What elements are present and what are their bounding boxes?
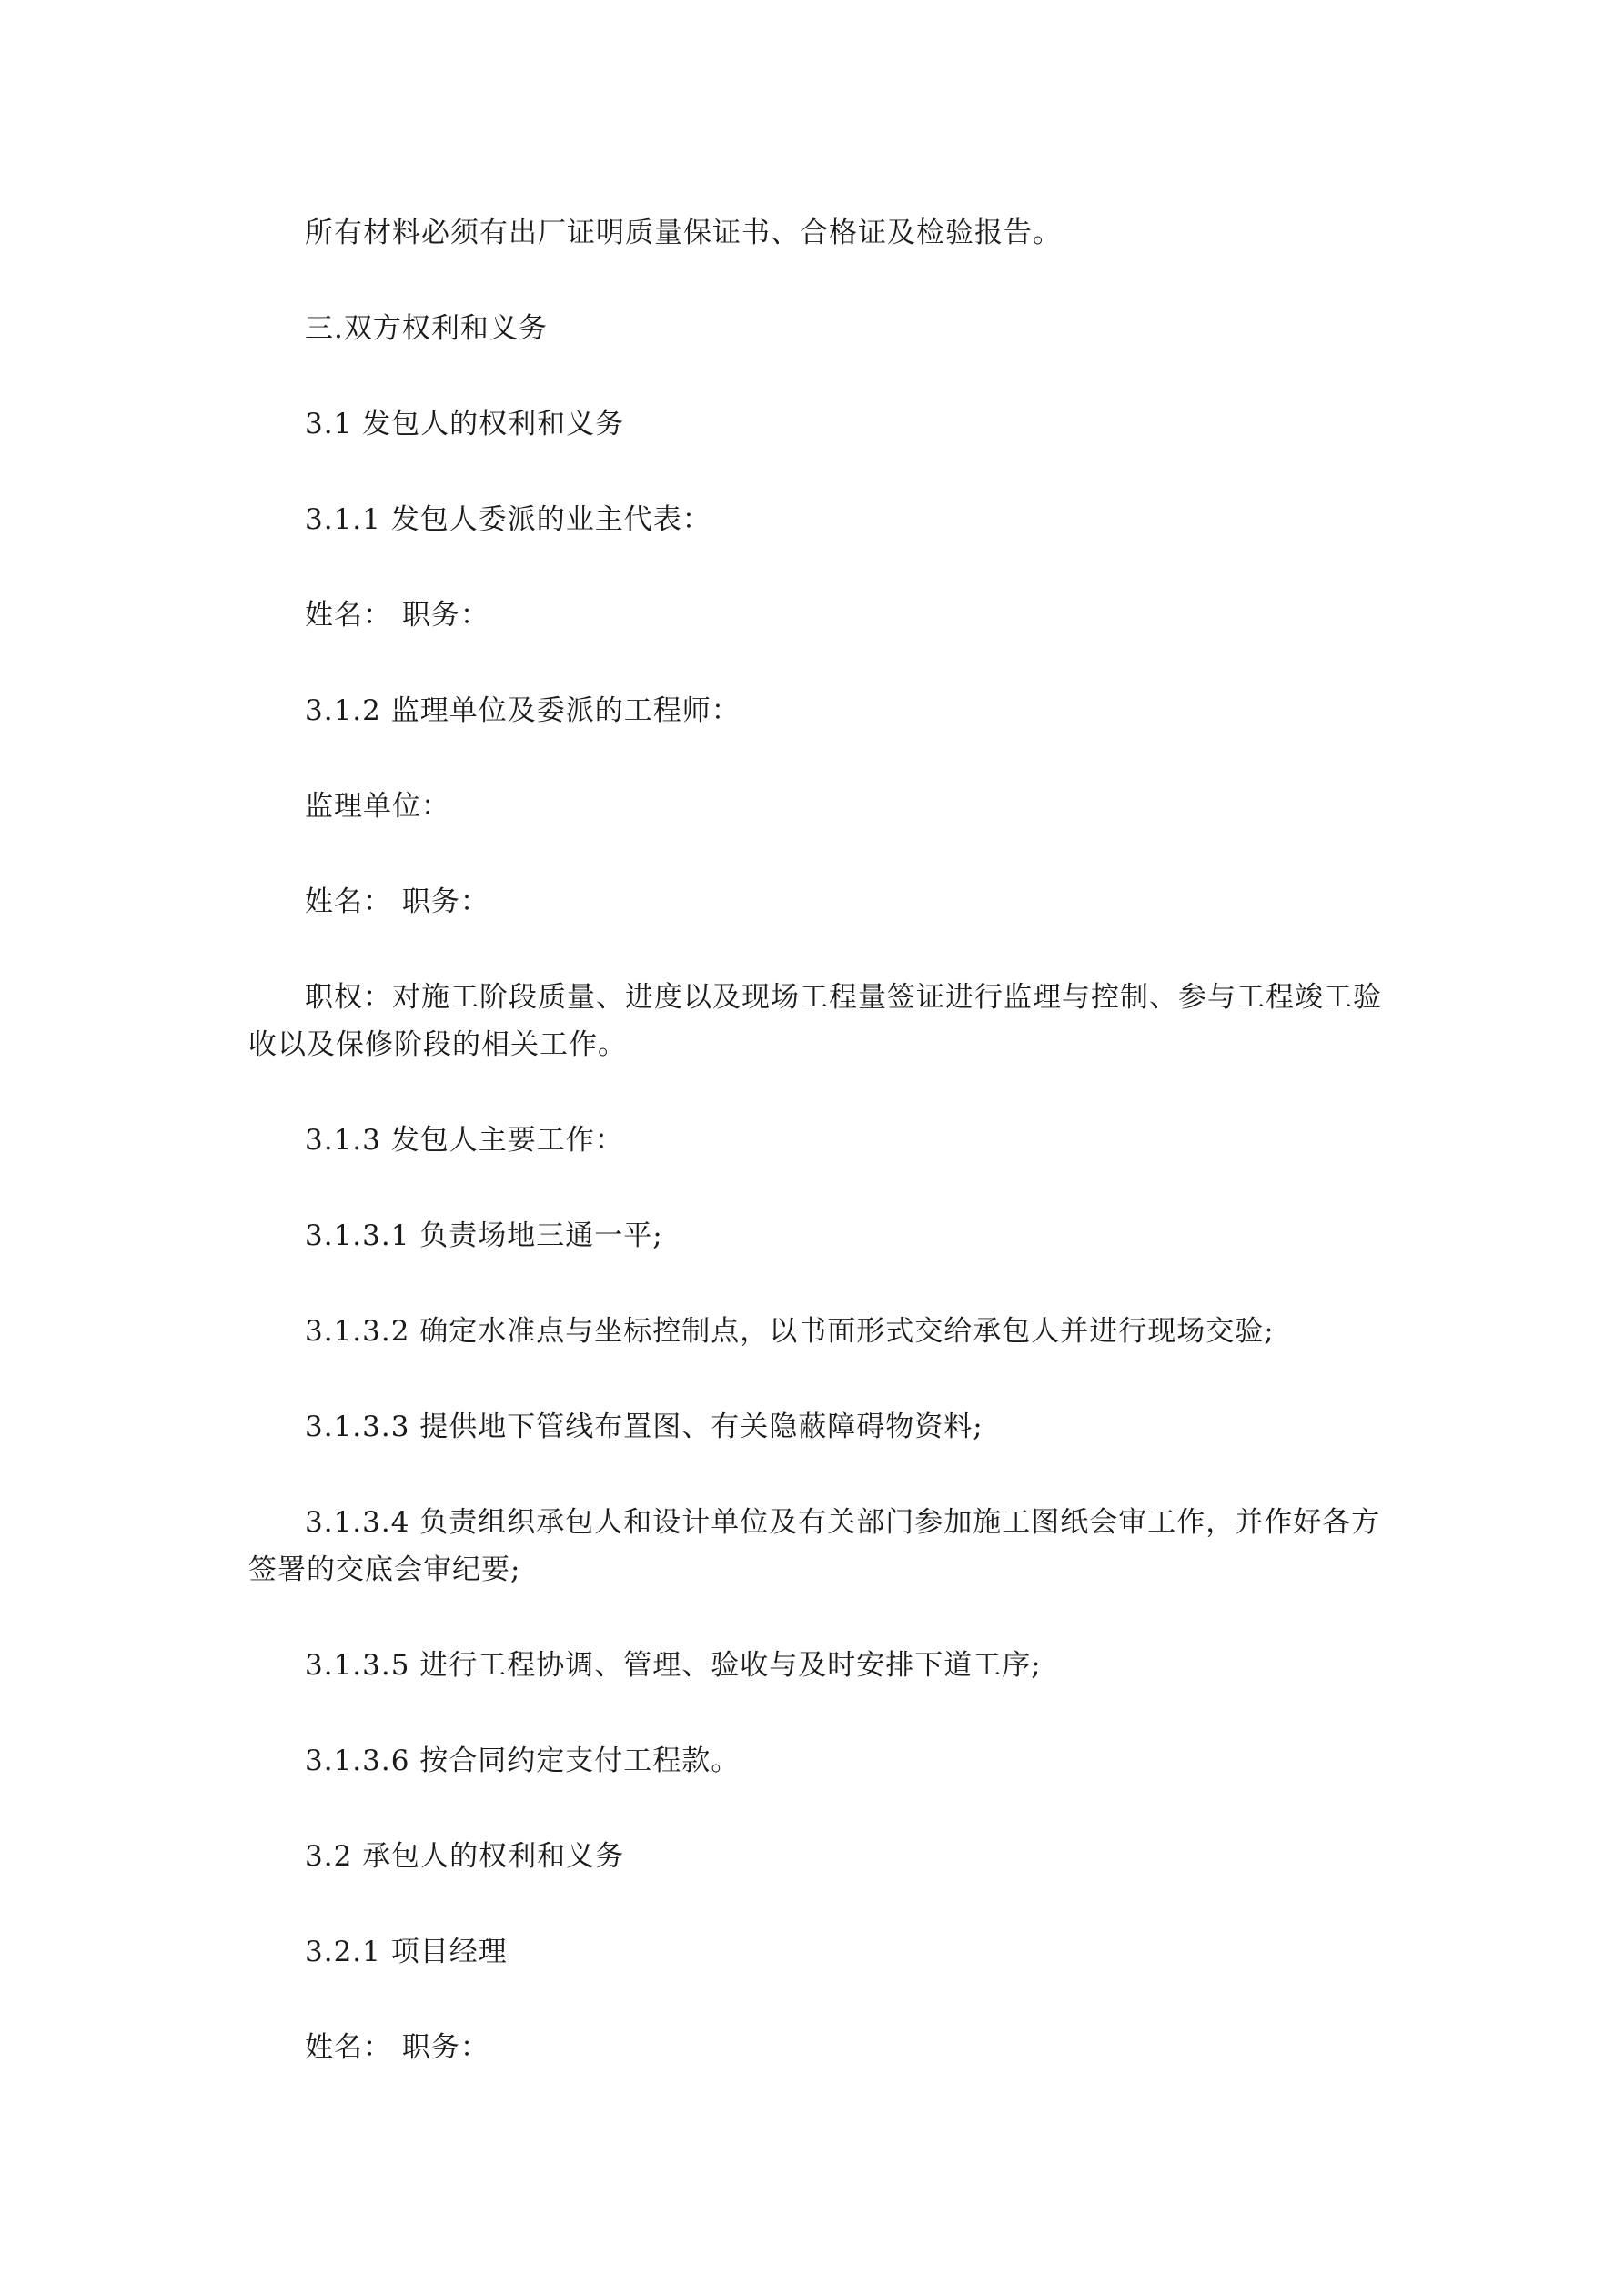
heading-3-2: 3.2 承包人的权利和义务 (305, 1840, 625, 1873)
heading-section-3: 三.双方权利和义务 (305, 312, 548, 345)
item-3-1-3-3: 3.1.3.3 提供地下管线布置图、有关隐蔽障碍物资料; (305, 1411, 983, 1443)
paragraph-materials-certificate: 所有材料必须有出厂证明质量保证书、合格证及检验报告。 (305, 217, 1062, 249)
heading-3-1-1: 3.1.1 发包人委派的业主代表： (305, 503, 711, 536)
item-3-1-3-4: 3.1.3.4 负责组织承包人和设计单位及有关部门参加施工图纸会审工作，并作好各方签署的交底会审纪要; (248, 1506, 1381, 1586)
heading-3-2-1: 3.2.1 项目经理 (305, 1936, 508, 1968)
item-3-1-3-6: 3.1.3.6 按合同约定支付工程款。 (305, 1745, 741, 1777)
field-supervision-unit: 监理单位： (305, 790, 450, 823)
item-3-1-3-5: 3.1.3.5 进行工程协调、管理、验收与及时安排下道工序; (305, 1649, 1042, 1682)
heading-3-1: 3.1 发包人的权利和义务 (305, 408, 625, 440)
item-3-1-3-2: 3.1.3.2 确定水准点与坐标控制点，以书面形式交给承包人并进行现场交验; (305, 1315, 1275, 1348)
field-name-position-owner: 姓名： 职务： (305, 599, 489, 632)
field-name-position-engineer: 姓名： 职务： (305, 885, 489, 918)
item-3-1-3-1: 3.1.3.1 负责场地三通一平; (305, 1219, 663, 1252)
heading-3-1-2: 3.1.2 监理单位及委派的工程师： (305, 694, 741, 727)
field-name-position-manager: 姓名： 职务： (305, 2031, 489, 2064)
paragraph-authority: 职权：对施工阶段质量、进度以及现场工程量签证进行监理与控制、参与工程竣工验收以及保修阶段的相关工作。 (248, 981, 1382, 1061)
heading-3-1-3: 3.1.3 发包人主要工作： (305, 1124, 624, 1157)
